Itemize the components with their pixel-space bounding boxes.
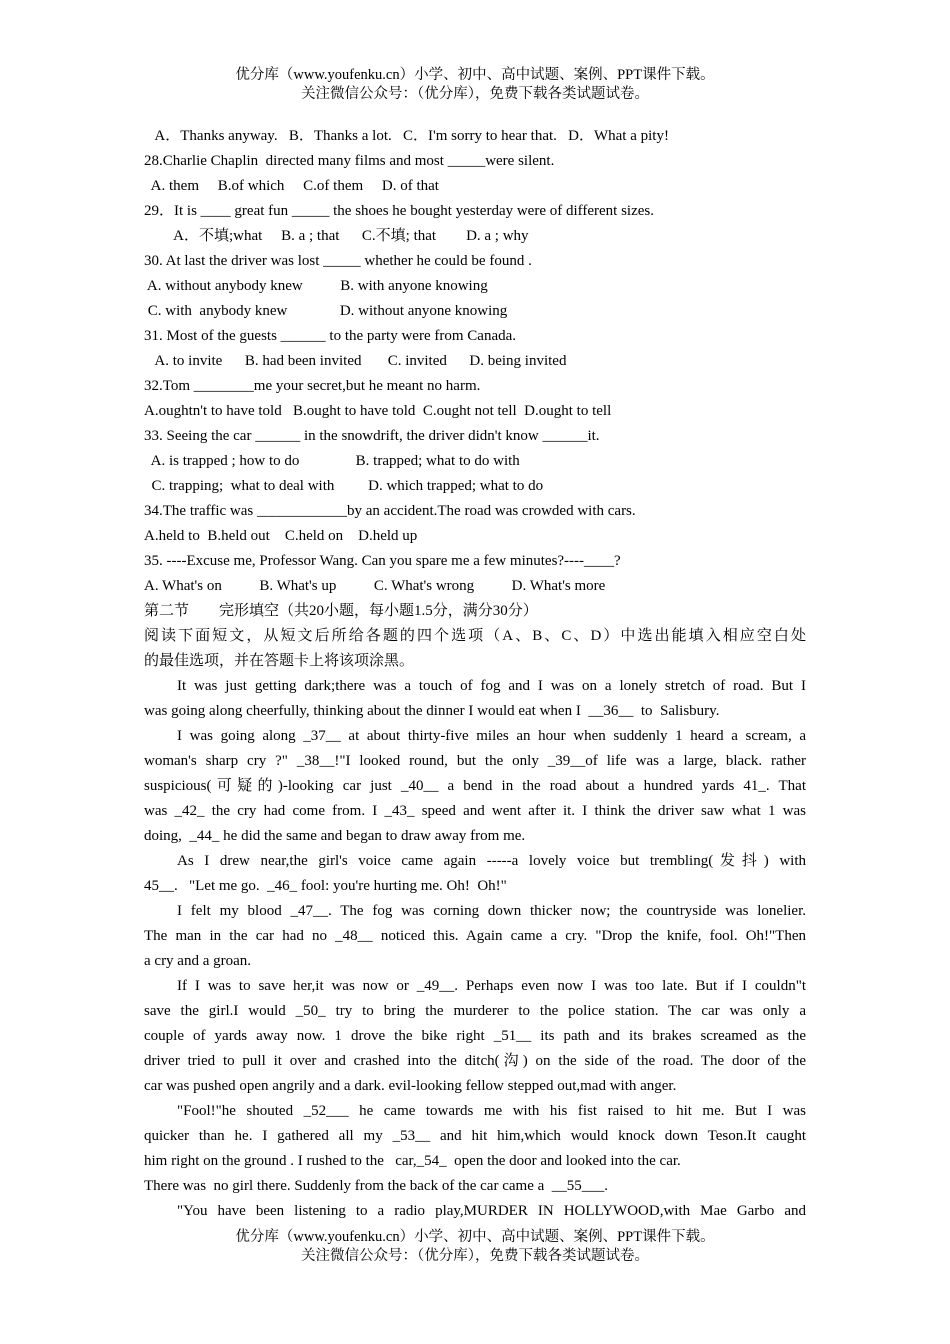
passage-line: doing, _44_ he did the same and began to draw away from me. <box>144 828 526 844</box>
passage-line: There was no girl there. Suddenly from the back of the car came a __55___. <box>144 1178 609 1194</box>
footer-line-2: 关注微信公众号：（优分库），免费下载各类试题试卷。 <box>301 1248 649 1264</box>
question-35: 35. ----Excuse me, Professor Wang. Can you spare me a few minutes?----____? <box>144 553 621 569</box>
passage-line: If I was to save her,it was now or _49__. Perhaps even now I was too late. But if I couldn"t <box>177 978 806 994</box>
passage-line: quicker than he. I gathered all my _53__ and hit him,which would knock down Teson.It caught <box>144 1128 806 1144</box>
passage-line: "Fool!"he shouted _52___ he came towards me with his fist raised to hit me. But I was <box>177 1103 806 1119</box>
passage-line: suspicious(可疑的)-looking car just _40__ a bend in the road about a hundred yards 41_. That <box>144 778 806 794</box>
question-32: 32.Tom ________me your secret,but he meant no harm. <box>144 378 481 394</box>
question-29: 29．It is ____ great fun _____ the shoes he bought yesterday were of different sizes. <box>144 203 655 219</box>
passage-line: a cry and a groan. <box>144 953 252 969</box>
passage-line: The man in the car had no _48__ noticed this. Again came a cry. "Drop the knife, fool. Oh!"Then <box>144 928 806 944</box>
footer-line-1: 优分库（www.youfenku.cn）小学、初中、高中试题、案例、PPT课件下载。 <box>235 1229 715 1245</box>
question-33-options-cd: C. trapping; what to deal with D. which trapped; what to do <box>144 478 544 494</box>
passage-line: was going along cheerfully, thinking about the dinner I would eat when I __36__ to Salisbury. <box>144 703 720 719</box>
question-34: 34.The traffic was ____________by an accident.The road was crowded with cars. <box>144 503 636 519</box>
question-27-options: A．Thanks anyway. B．Thanks a lot. C．I'm sorry to hear that. D．What a pity! <box>144 128 669 144</box>
question-33-options-ab: A. is trapped ; how to do B. trapped; what to do with <box>144 453 520 469</box>
question-34-options: A.held to B.held out C.held on D.held up <box>144 528 418 544</box>
section-instruction-1: 阅读下面短文，从短文后所给各题的四个选项（A、B、C、D）中选出能填入相应空白处 <box>144 628 806 644</box>
passage-line: him right on the ground . I rushed to the car,_54_ open the door and looked into the car. <box>144 1153 681 1169</box>
question-29-options: A．不填;what B. a ; that C.不填; that D. a ; why <box>144 228 529 244</box>
question-30-options-cd: C. with anybody knew D. without anyone knowing <box>144 303 508 319</box>
document-body <box>144 124 806 1224</box>
question-32-options: A.oughtn't to have told B.ought to have told C.ought not tell D.ought to tell <box>144 403 612 419</box>
question-33: 33. Seeing the car ______ in the snowdrift, the driver didn't know ______it. <box>144 428 600 444</box>
header-line-2: 关注微信公众号：（优分库），免费下载各类试题试卷。 <box>301 86 649 102</box>
passage-line: 45__. "Let me go. _46_ fool: you're hurting me. Oh! Oh!" <box>144 878 507 894</box>
section-heading: 第二节 完形填空（共20小题，每小题1.5分，满分30分） <box>144 603 538 619</box>
page-footer <box>0 1228 950 1266</box>
passage-line: car was pushed open angrily and a dark. evil-looking fellow stepped out,mad with anger. <box>144 1078 677 1094</box>
passage-line: It was just getting dark;there was a touch of fog and I was on a lonely stretch of road. But I <box>177 678 806 694</box>
passage-line: couple of yards away now. 1 drove the bike right _51__ its path and its brakes screamed as the <box>144 1028 806 1044</box>
passage-line: save the girl.I would _50_ try to bring the murderer to the police station. The car was only a <box>144 1003 806 1019</box>
passage-line: woman's sharp cry ?" _38__!"I looked round, but the only _39__of life was a large, black. rather <box>144 753 806 769</box>
passage-line: I felt my blood _47__. The fog was corning down thicker now; the countryside was lonelier. <box>177 903 806 919</box>
passage-line: As I drew near,the girl's voice came again -----a lovely voice but trembling(发抖) with <box>177 853 806 869</box>
passage-line: I was going along _37__ at about thirty-five miles an hour when suddenly 1 heard a scream, a <box>177 728 806 744</box>
question-35-options: A. What's on B. What's up C. What's wrong D. What's more <box>144 578 606 594</box>
passage-line: "You have been listening to a radio play,MURDER IN HOLLYWOOD,with Mae Garbo and <box>177 1203 806 1219</box>
section-instruction-2: 的最佳选项，并在答题卡上将该项涂黑。 <box>144 653 415 669</box>
question-31: 31. Most of the guests ______ to the party were from Canada. <box>144 328 517 344</box>
question-30-options-ab: A. without anybody knew B. with anyone knowing <box>144 278 488 294</box>
header-line-1: 优分库（www.youfenku.cn）小学、初中、高中试题、案例、PPT课件下载。 <box>235 67 715 83</box>
question-28-options: A. them B.of which C.of them D. of that <box>144 178 439 194</box>
passage-line: driver tried to pull it over and crashed into the ditch(沟) on the side of the road. The door of the <box>144 1053 806 1069</box>
question-31-options: A. to invite B. had been invited C. invited D. being invited <box>144 353 567 369</box>
question-30: 30. At last the driver was lost _____ whether he could be found . <box>144 253 532 269</box>
passage-line: was _42_ the cry had come from. I _43_ speed and went after it. I think the driver saw what 1 was <box>144 803 806 819</box>
page-header <box>0 66 950 104</box>
question-28: 28.Charlie Chaplin directed many films and most _____were silent. <box>144 153 555 169</box>
